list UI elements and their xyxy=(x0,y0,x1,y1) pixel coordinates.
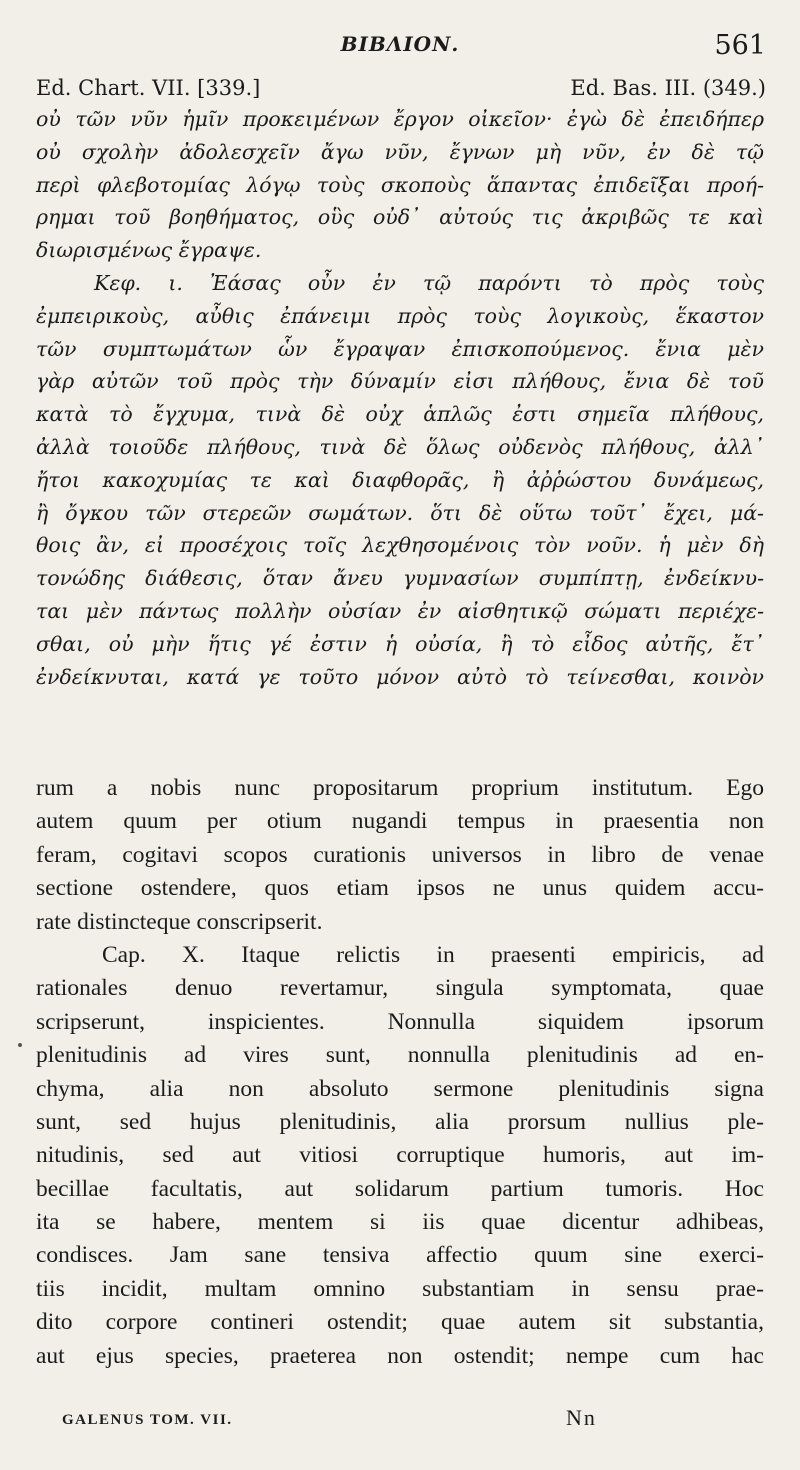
greek-line: ται μὲν πάντως πολλὴν οὐσίαν ἐν αἰσθητικῷ σώματι περιέχε- xyxy=(36,598,764,623)
edition-basel-reference: Ed. Bas. III. (349.) xyxy=(570,76,766,100)
latin-line: rate distincteque conscripserit. xyxy=(36,908,323,935)
page-number: 561 xyxy=(714,30,766,61)
signature-mark: Nn xyxy=(566,1405,597,1430)
latin-line: chyma, alia non absoluto sermone plenitudinis signa xyxy=(36,1075,764,1102)
greek-line: τῶν συμπτωμάτων ὧν ἔγραψαν ἐπισκοπούμενος. ἔνια μὲν xyxy=(36,336,764,361)
ink-speck xyxy=(18,1043,22,1047)
greek-line: κατὰ τὸ ἔγχυμα, τινὰ δὲ οὐχ ἁπλῶς ἐστι σημεῖα πλήθους, xyxy=(36,402,764,427)
latin-line: feram, cogitavi scopos curationis universos in libro de venae xyxy=(36,841,764,868)
greek-line: ρημαι τοῦ βοηθήματος, οὓς οὐδ᾽ αὐτούς τις ἀκριβῶς τε καὶ xyxy=(36,205,764,230)
greek-line: γὰρ αὐτῶν τοῦ πρὸς τὴν δύναμίν εἰσι πλήθους, ἔνια δὲ τοῦ xyxy=(36,369,764,394)
greek-line: ἢ ὄγκου τῶν στερεῶν σωμάτων. ὅτι δὲ οὕτω τοῦτ᾽ ἔχει, μά- xyxy=(36,500,764,525)
latin-line: autem quum per otium nugandi tempus in praesentia non xyxy=(36,808,764,835)
latin-line: dito corpore contineri ostendit; quae autem sit substantia, xyxy=(36,1309,764,1336)
latin-line: nitudinis, sed aut vitiosi corruptique humoris, aut im- xyxy=(36,1142,764,1169)
latin-line: ita se habere, mentem si iis quae dicentur adhibeas, xyxy=(36,1209,764,1236)
greek-line: περὶ φλεβοτομίας λόγῳ τοὺς σκοποὺς ἅπαντας ἐπιδεῖξαι προή- xyxy=(36,172,764,197)
edition-reference-row xyxy=(36,76,766,106)
latin-chapter-heading-line: Cap. X. Itaque relictis in praesenti empiricis, ad xyxy=(102,941,764,968)
greek-line: οὐ τῶν νῦν ἡμῖν προκειμένων ἔργον οἰκεῖον· ἐγὼ δὲ ἐπειδήπερ xyxy=(36,107,764,131)
edition-chartier-reference: Ed. Chart. VII. [339.] xyxy=(36,76,261,100)
latin-line: rum a nobis nunc propositarum proprium institutum. Ego xyxy=(36,775,764,801)
greek-line: ἤτοι κακοχυμίας τε καὶ διαφθορᾶς, ἢ ἀῤῥώστου δυνάμεως, xyxy=(36,467,764,492)
latin-line: condisces. Jam sane tensiva affectio quum sine exerci- xyxy=(36,1242,764,1269)
latin-line: rationales denuo revertamur, singula symptomata, quae xyxy=(36,975,764,1002)
greek-line: ἐμπειρικοὺς, αὖθις ἐπάνειμι πρὸς τοὺς λογικοὺς, ἕκαστον xyxy=(36,303,764,328)
greek-line: σθαι, οὐ μὴν ἥτις γέ ἐστιν ἡ οὐσία, ἢ τὸ εἶδος αὐτῆς, ἔτ᾽ xyxy=(36,631,764,656)
greek-line: διωρισμένως ἔγραψε. xyxy=(36,238,262,263)
latin-line: aut ejus species, praeterea non ostendit; nempe cum hac xyxy=(36,1342,764,1369)
running-title: BIBΛΙΟΝ. xyxy=(340,32,460,56)
greek-line: οὐ σχολὴν ἀδολεσχεῖν ἄγω νῦν, ἔγνων μὴ νῦν, ἐν δὲ τῷ xyxy=(36,139,764,164)
latin-line: scripserunt, inspicientes. Nonnulla siquidem ipsorum xyxy=(36,1008,764,1035)
greek-line: θοις ἂν, εἰ προσέχοις τοῖς λεχθησομένοις τὸν νοῦν. ἡ μὲν δὴ xyxy=(36,533,764,558)
latin-line: sectione ostendere, quos etiam ipsos ne unus quidem accu- xyxy=(36,875,764,902)
latin-line: becillae facultatis, aut solidarum partium tumoris. Hoc xyxy=(36,1175,764,1202)
latin-text-block xyxy=(36,772,764,1373)
latin-line: sunt, sed hujus plenitudinis, alia prorsum nullius ple- xyxy=(36,1108,764,1135)
greek-line: ἀλλὰ τοιοῦδε πλήθους, τινὰ δὲ ὅλως οὐδενὸς πλήθους, ἀλλ᾽ xyxy=(36,434,764,459)
greek-line: τονώδης διάθεσις, ὅταν ἄνευ γυμνασίων συμπίπτῃ, ἐνδείκνυ- xyxy=(36,566,764,591)
greek-text-block xyxy=(36,103,764,693)
printer-signature: GALENUS TOM. VII. xyxy=(62,1412,233,1428)
latin-line: tiis incidit, multam omnino substantiam in sensu prae- xyxy=(36,1275,764,1302)
greek-line: ἐνδείκνυται, κατά γε τοῦτο μόνον αὐτὸ τὸ τείνεσθαι, κοινὸν xyxy=(36,664,764,689)
greek-chapter-heading-line: Κεφ. ι. Ἐάσας οὖν ἐν τῷ παρόντι τὸ πρὸς τοὺς xyxy=(94,270,764,295)
latin-line: plenitudinis ad vires sunt, nonnulla plenitudinis ad en- xyxy=(36,1042,764,1069)
